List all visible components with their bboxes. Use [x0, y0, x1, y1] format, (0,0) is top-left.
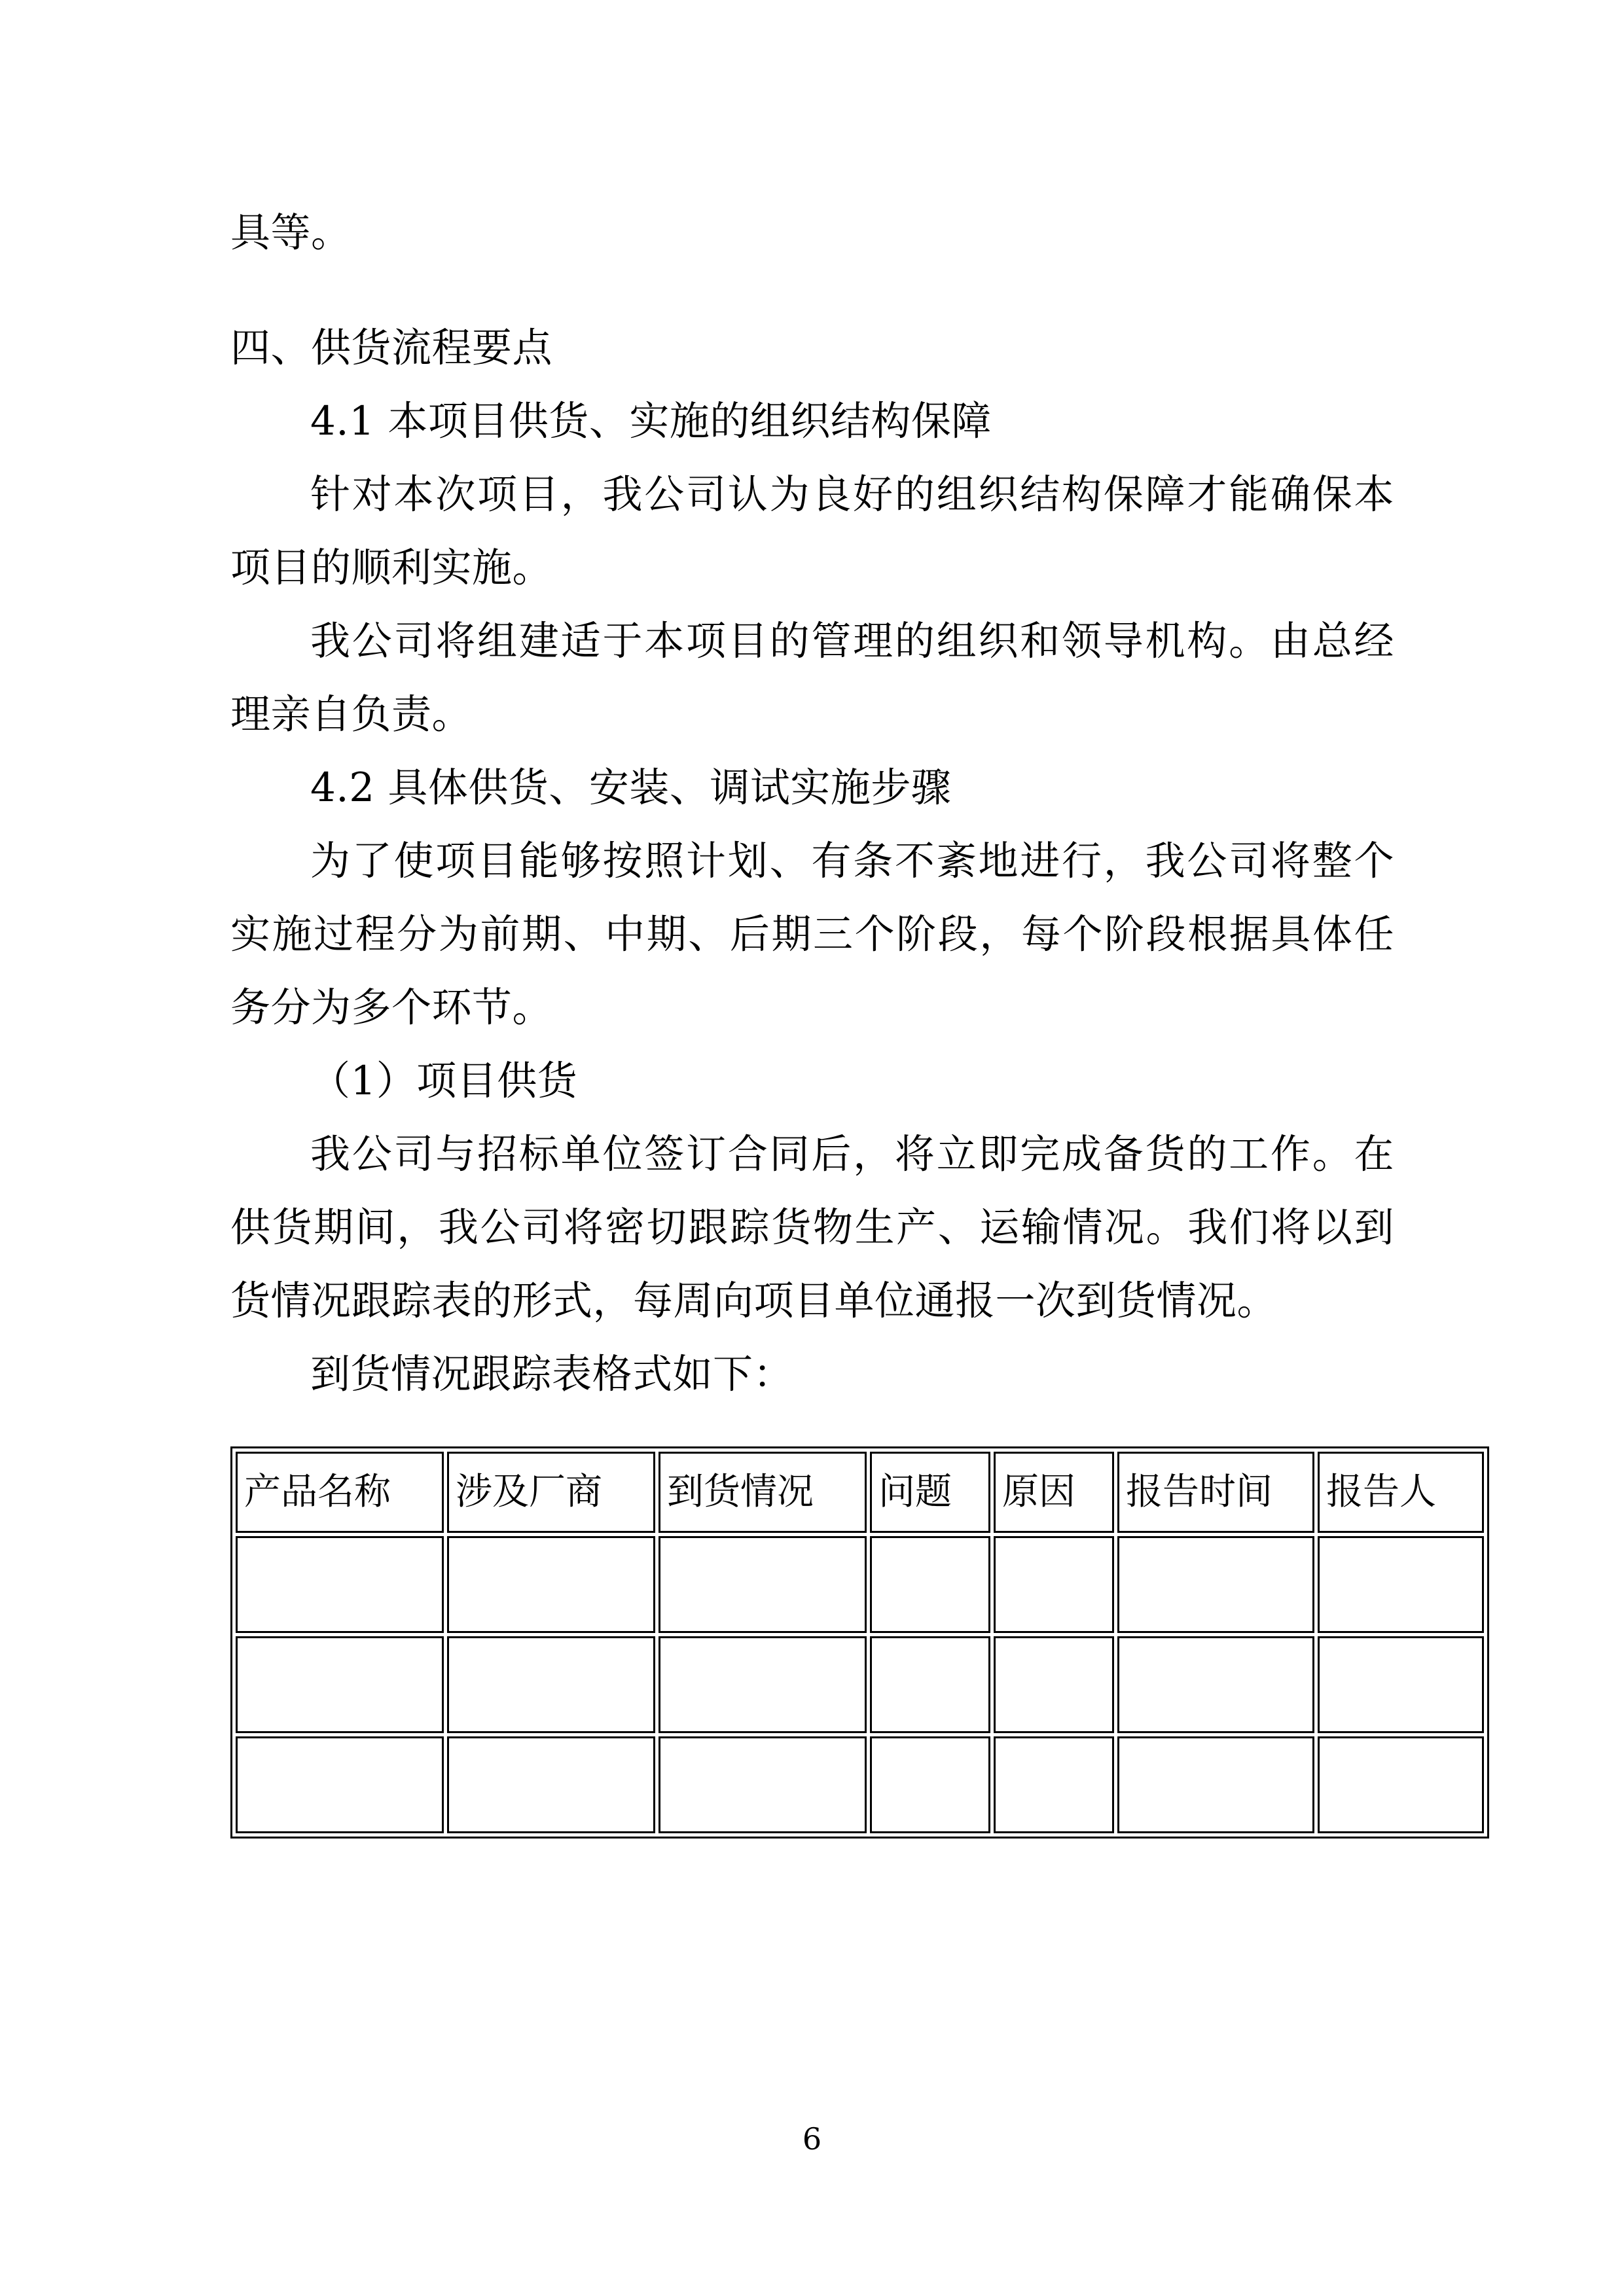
- heading-4-1: 4.1 本项目供货、实施的组织结构保障: [310, 398, 992, 444]
- heading-4-2: 4.2 具体供货、安装、调试实施步骤: [310, 764, 952, 811]
- table-cell[interactable]: [659, 1536, 867, 1633]
- paragraph-fixtures-etc: 具等。: [230, 209, 352, 256]
- table-cell[interactable]: [659, 1636, 867, 1733]
- table-header-manufacturer: 涉及厂商: [447, 1452, 655, 1533]
- table-cell[interactable]: [447, 1636, 655, 1733]
- table-header-cause: 原因: [994, 1452, 1114, 1533]
- table-header-arrival-status: 到货情况: [659, 1452, 867, 1533]
- table-row: [236, 1536, 1484, 1633]
- table-cell[interactable]: [1318, 1636, 1484, 1733]
- table-cell[interactable]: [1117, 1636, 1314, 1733]
- paragraph-implementation-phases: 为了使项目能够按照计划、有条不紊地进行，我公司将整个实施过程分为前期、中期、后期三个阶段，每个阶段根据具体任务分为多个环节。: [230, 838, 1394, 1031]
- table-cell[interactable]: [447, 1536, 655, 1633]
- table-header-report-time: 报告时间: [1117, 1452, 1314, 1533]
- table-cell[interactable]: [1318, 1536, 1484, 1633]
- paragraph-supply-tracking: 我公司与招标单位签订合同后，将立即完成备货的工作。在供货期间，我公司将密切跟踪货物生产、运输情况。我们将以到货情况跟踪表的形式，每周向项目单位通报一次到货情况。: [230, 1131, 1394, 1324]
- table-header-reporter: 报告人: [1318, 1452, 1484, 1533]
- table-cell[interactable]: [994, 1736, 1114, 1833]
- table-cell[interactable]: [236, 1636, 444, 1733]
- document-body: [230, 196, 1436, 1839]
- table-cell[interactable]: [870, 1736, 990, 1833]
- table-cell[interactable]: [870, 1536, 990, 1633]
- table-cell[interactable]: [447, 1736, 655, 1833]
- arrival-tracking-table-wrapper: [230, 1446, 1436, 1839]
- table-header-row: [236, 1452, 1484, 1533]
- table-cell[interactable]: [236, 1536, 444, 1633]
- table-cell[interactable]: [1117, 1536, 1314, 1633]
- spacer-before-section-four: [230, 270, 1394, 312]
- table-cell[interactable]: [994, 1636, 1114, 1733]
- table-row: [236, 1736, 1484, 1833]
- paragraph-org-structure-guarantee: 针对本次项目，我公司认为良好的组织结构保障才能确保本项目的顺利实施。: [230, 471, 1394, 591]
- table-header-product-name: 产品名称: [236, 1452, 444, 1533]
- page-number: 6: [802, 2121, 822, 2157]
- table-cell[interactable]: [870, 1636, 990, 1733]
- table-cell[interactable]: [1318, 1736, 1484, 1833]
- heading-tracking-table-format: 到货情况跟踪表格式如下：: [310, 1351, 794, 1397]
- table-cell[interactable]: [994, 1536, 1114, 1633]
- table-cell[interactable]: [236, 1736, 444, 1833]
- heading-item-1-project-supply: （1）项目供货: [310, 1058, 578, 1104]
- table-cell[interactable]: [1117, 1736, 1314, 1833]
- arrival-tracking-table: [230, 1446, 1489, 1839]
- table-cell[interactable]: [659, 1736, 867, 1833]
- heading-section-four: 四、供货流程要点: [230, 325, 553, 371]
- table-header-problem: 问题: [870, 1452, 990, 1533]
- paragraph-management-organization: 我公司将组建适于本项目的管理的组织和领导机构。由总经理亲自负责。: [230, 618, 1394, 738]
- table-body: [236, 1452, 1484, 1833]
- table-row: [236, 1636, 1484, 1733]
